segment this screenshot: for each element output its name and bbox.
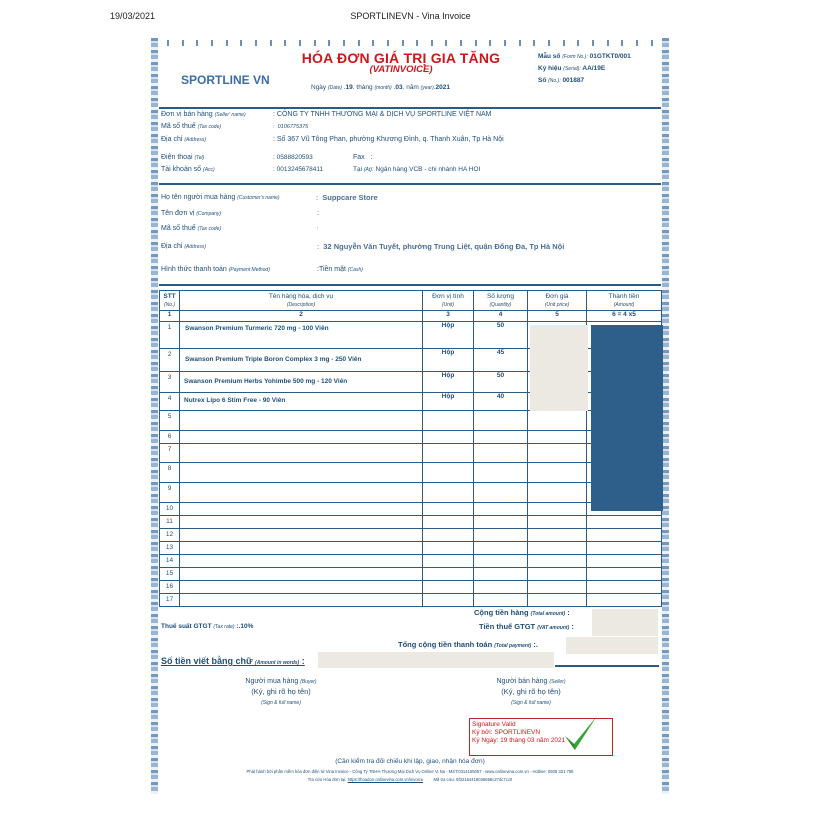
total-amount-label: Cộng tiền hàng (Total amount) : [474, 608, 570, 617]
buyer-address: : 32 Nguyễn Văn Tuyết, phường Trung Liệt, quận Đống Đa, Tp Hà Nội [317, 242, 565, 251]
column-number-row: 1 2 3 4 5 6 = 4 x5 [160, 311, 662, 322]
table-row: 10 [160, 503, 662, 516]
seller-bank: Tại (At): Ngân hàng VCB - chi nhánh HA HOI [353, 166, 481, 173]
total-amount-value [592, 609, 658, 636]
verification-note: (Cần kiểm tra đối chiếu khi lập, giao, nhận hóa đơn) [335, 758, 485, 765]
divider [159, 183, 661, 185]
divider [159, 107, 661, 109]
form-meta [538, 51, 631, 87]
payment-method: :Tiền mặt (Cash) [317, 266, 363, 273]
form-number: Mẫu số (Form No.): 01GTKT0/001 [538, 53, 631, 60]
print-title: SPORTLINEVN - Vina Invoice [350, 11, 471, 21]
seller-address-label: Địa chỉ (Address) [161, 136, 207, 143]
table-row: 8 [160, 463, 662, 483]
buyer-company-label: Tên đơn vị (Company) [161, 210, 222, 217]
seller-signature-block: Người bán hàng (Seller) (Ký, ghi rõ họ tên) (Sign & full name) [496, 678, 566, 706]
print-header [0, 11, 821, 25]
decorative-border-right [662, 38, 669, 794]
divider [159, 284, 661, 286]
payment-method-label: Hình thức thanh toán (Payment Method) [161, 266, 270, 273]
table-row: 5 [160, 411, 662, 431]
invoice-title: HÓA ĐƠN GIÁ TRỊ GIA TĂNG [301, 50, 501, 66]
buyer-signature-block: Người mua hàng (Buyer) (Ký, ghi rõ họ tên) (Sign & full name) [245, 678, 317, 706]
invoice-date: Ngày (Date) .19. tháng (month) .03. năm (year).2021 [311, 84, 451, 91]
buyer-company: : [317, 210, 319, 217]
table-row: 1 Swanson Premium Turmeric 720 mg - 100 Viên Hộp 50 [160, 322, 662, 349]
seller-name: : CÔNG TY TNHH THƯƠNG MẠI & DỊCH VỤ SPORTLINE VIỆT NAM [273, 111, 492, 118]
serial-number: Ký hiệu (Serial): AA/19E [538, 65, 606, 72]
table-row: 3 Swanson Premium Herbs Yohimbe 500 mg - 120 Viên Hộp 50 [160, 372, 662, 393]
total-payment-label: Tổng cộng tiền thanh toán (Total payment) :. [398, 640, 538, 649]
table-row: 9 [160, 483, 662, 503]
lookup-link[interactable]: https://hoadon.onlinevina.com.vn/invoice [347, 777, 424, 782]
amount-in-words-label: Số tiền viết bằng chữ (Amount in words) : [161, 656, 305, 666]
seller-fax: Fax : [353, 154, 373, 161]
column-header-quantity: Số lượng (Quantity) [474, 291, 528, 311]
lookup-info: Tra cứu Hóa đơn tại: https://hoadon.onlinevina.com.vn/invoice Mã tra cứu: 5f32154419036658c27dc7cc0 [307, 777, 513, 782]
checkmark-icon [563, 712, 599, 752]
table-row: 12 [160, 529, 662, 542]
seller-phone-label: Điện thoại (Tel) [161, 154, 205, 161]
invoice-subtitle: (VATINVOICE) [369, 64, 433, 75]
publisher-info: Phát hành bởi phần mềm hóa đơn điện tử Vina Invoice - Công Ty TNHH Thương Mại Dịch Vụ Online Vi Na - MST:0314155057 - www.onlinevina.com.vn - Hotline: 0938 331 756 [246, 769, 574, 774]
column-header-amount: Thành tiền (Amount) [587, 291, 662, 311]
buyer-name-label: Họ tên người mua hàng (Customer's name) [161, 194, 280, 201]
redacted-unit-price [530, 325, 588, 411]
seller-name-label: Đơn vị bán hàng (Seller' name) [161, 111, 246, 118]
table-row: 13 [160, 542, 662, 555]
table-row: 2 Swanson Premium Triple Boron Complex 3 mg - 250 Viên Hộp 45 [160, 349, 662, 372]
invoice-document [151, 38, 669, 794]
table-row: 6 [160, 431, 662, 444]
brand-name: SPORTLINE VN [181, 73, 270, 87]
divider [555, 665, 659, 667]
decorative-tick-row [167, 40, 653, 46]
vat-amount-label: Tiền thuế GTGT (VAT amount) : [479, 622, 574, 631]
buyer-tax-label: Mã số thuế (Tax code) [161, 225, 222, 232]
buyer-name: : Suppcare Store [316, 193, 378, 202]
print-date: 19/03/2021 [110, 11, 156, 21]
column-header-stt: STT (No.) [160, 291, 180, 311]
total-payment-value [566, 637, 658, 654]
amount-in-words-value [318, 652, 554, 668]
table-row: 17 [160, 594, 662, 607]
seller-account: : 0013245678411 [273, 166, 324, 173]
table-row: 14 [160, 555, 662, 568]
table-row: 4 Nutrex Lipo 6 Stim Free - 90 Viên Hộp 40 [160, 393, 662, 411]
seller-address: : Số 367 Vũ Tông Phan, phường Khương Đình, q. Thanh Xuân, Tp Hà Nội [273, 136, 504, 143]
signature-valid-box[interactable]: Signature Valid Ký bởi: SPORTLINEVN Ký Ngày: 19 tháng 03 năm 2021 [469, 718, 613, 756]
seller-tax-code: : 0106775375 [273, 124, 309, 130]
column-header-description: Tên hàng hóa, dịch vụ (Description) [180, 291, 423, 311]
buyer-address-label: Địa chỉ (Address) [161, 243, 207, 250]
seller-account-label: Tài khoản số (Acc) [161, 166, 215, 173]
invoice-number: Số (No.): 001887 [538, 77, 585, 84]
seller-tax-label: Mã số thuế (Tax code) [161, 123, 222, 130]
redacted-amount [591, 325, 663, 511]
table-row: 15 [160, 568, 662, 581]
seller-phone: : 0588820593 [273, 154, 313, 161]
table-row: 11 [160, 516, 662, 529]
column-header-unit-price: Đơn giá (Unit price) [528, 291, 587, 311]
decorative-border-left [151, 38, 158, 794]
table-row: 7 [160, 444, 662, 463]
table-header-row [160, 291, 662, 311]
table-row: 16 [160, 581, 662, 594]
column-header-unit: Đơn vị tính (Unit) [423, 291, 474, 311]
buyer-tax-code: : [317, 226, 319, 232]
tax-rate-label: Thuế suất GTGT (Tax rate) :.10% [161, 623, 254, 630]
